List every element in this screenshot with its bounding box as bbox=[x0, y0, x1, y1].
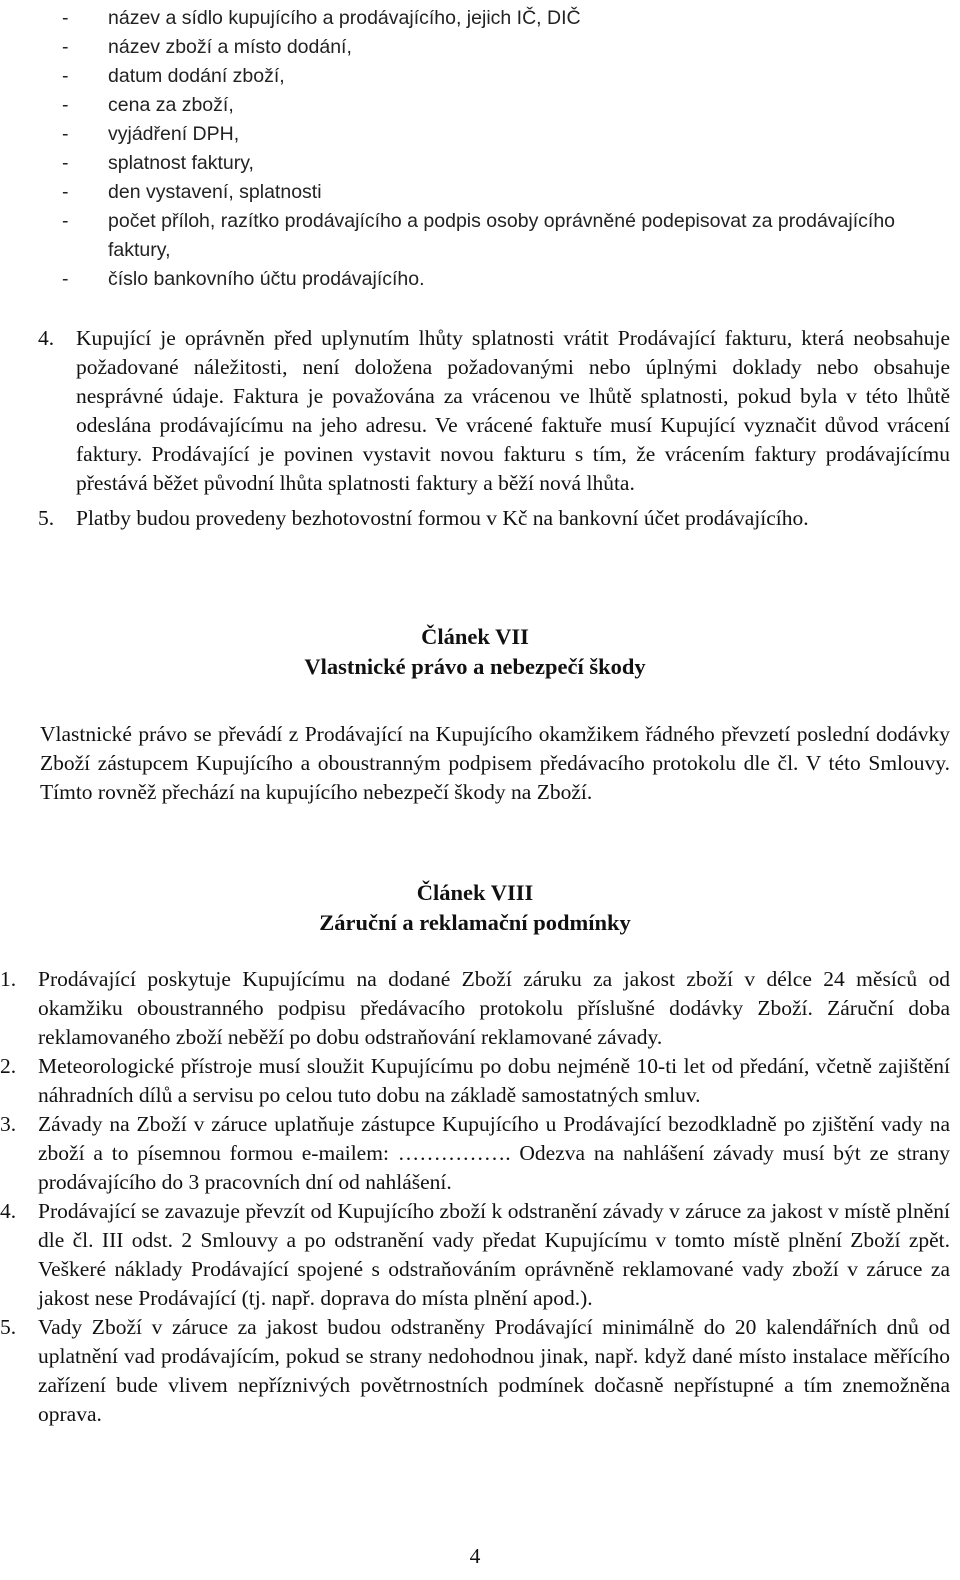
numbered-clause: 3. Závady na Zboží v záruce uplatňuje zástupce Kupujícího u Prodávající bezodkladně po zjištění vady na zboží a to písemnou formou e-mailem: ……………. Odezva na nahlášení závady musí být ze strany prodávajícího do 3 pracovních dní od nahlášení. bbox=[0, 1112, 950, 1194]
list-item: - datum dodání zboží, bbox=[62, 65, 285, 87]
page-number: 4 bbox=[469, 1544, 481, 1568]
article-title: Vlastnické právo a nebezpečí škody bbox=[304, 654, 646, 679]
article-title: Záruční a reklamační podmínky bbox=[319, 910, 631, 935]
list-item: - číslo bankovního účtu prodávajícího. bbox=[62, 268, 425, 290]
article-7-heading bbox=[0, 622, 950, 682]
list-item: - počet příloh, razítko prodávajícího a podpis osoby oprávněné podepisovat za prodávajícího faktury, bbox=[62, 210, 896, 261]
list-item: - název zboží a místo dodání, bbox=[62, 36, 352, 58]
numbered-clause: 4. Kupující je oprávněn před uplynutím lhůty splatnosti vrátit Prodávající fakturu, která neobsahuje požadované náležitosti, není doložena požadovanými nebo úplnými doklady nebo obsahuje nesprávné údaje. Faktura je považována za vrácenou ve lhůtě splatnosti, pokud byla v této lhůtě odeslána prodávajícímu na jeho adresu. Ve vrácené faktuře musí Kupující vyznačit důvod vrácení faktury. Prodávající je povinen vystavit novou fakturu s tím, že vrácením faktury prodávajícímu přestává běžet původní lhůta splatnosti faktury a běží nová lhůta. bbox=[38, 326, 950, 495]
list-item: - splatnost faktury, bbox=[62, 152, 254, 174]
numbered-clause: 1. Prodávající poskytuje Kupujícímu na dodané Zboží záruku za jakost zboží v délce 24 měsíců od okamžiku oboustranného podpisu předávacího protokolu příslušné dodávky Zboží. Záruční doba reklamovaného zboží neběží po dobu odstraňování reklamované závady. bbox=[0, 967, 950, 1049]
list-item: - název a sídlo kupujícího a prodávajícího, jejich IČ, DIČ bbox=[62, 7, 581, 29]
list-item: - vyjádření DPH, bbox=[62, 123, 240, 145]
article-number: Článek VII bbox=[421, 624, 529, 649]
numbered-clause: 2. Meteorologické přístroje musí sloužit Kupujícímu po dobu nejméně 10-ti let od předání, včetně zajištění náhradních dílů a servisu po celou tuto dobu na základě samostatných smluv. bbox=[0, 1054, 950, 1107]
numbered-clause: 4. Prodávající se zavazuje převzít od Kupujícího zboží k odstranění závady v záruce za jakost v místě plnění dle čl. III odst. 2 Smlouvy a po odstranění vady předat Kupujícímu v tomto místě plnění Zboží zpět. Veškeré náklady Prodávající spojené s odstraňováním oprávněně reklamované vady zboží v záruce za jakost nese Prodávající (tj. např. doprava do místa plnění apod.). bbox=[0, 1199, 950, 1310]
article-8-heading bbox=[0, 878, 950, 938]
article-7-text: Vlastnické právo se převádí z Prodávající na Kupujícího okamžikem řádného převzetí poslední dodávky Zboží zástupcem Kupujícího a oboustranným podpisem předávacího protokolu dle čl. V této Smlouvy. Tímto rovněž přechází na kupujícího nebezpečí škody na Zboží. bbox=[40, 722, 950, 804]
article-number: Článek VIII bbox=[416, 880, 534, 905]
numbered-clause: 5. Platby budou provedeny bezhotovostní formou v Kč na bankovní účet prodávajícího. bbox=[38, 506, 809, 530]
list-item: - den vystavení, splatnosti bbox=[62, 181, 322, 203]
numbered-clause: 5. Vady Zboží v záruce za jakost budou odstraněny Prodávající minimálně do 20 kalendářních dnů od uplatnění vad prodávajícím, pokud se strany nedohodnou jinak, např. když dané místo instalace měřícího zařízení bude vlivem nepříznivých povětrnostních podmínek dočasně nepřístupné a tím znemožněna oprava. bbox=[0, 1315, 950, 1426]
invoice-terms bbox=[38, 324, 950, 533]
list-item: - cena za zboží, bbox=[62, 94, 234, 116]
article-8-clauses bbox=[0, 965, 950, 1429]
invoice-requirements-list bbox=[62, 4, 952, 294]
